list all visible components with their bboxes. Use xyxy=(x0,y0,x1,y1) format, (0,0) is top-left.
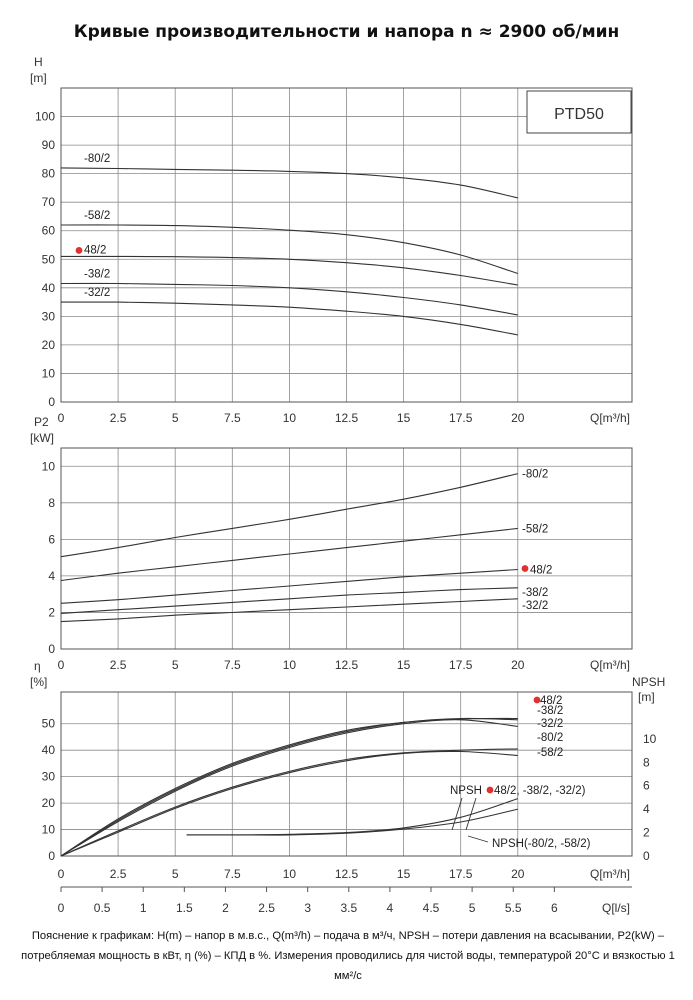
series-label: -32/2 xyxy=(84,287,111,300)
y-tick-label: 2 xyxy=(48,605,55,620)
x-tick-label: 17.5 xyxy=(449,411,473,425)
y-axis-label: η xyxy=(34,659,41,673)
x-tick-label: 7.5 xyxy=(223,658,241,672)
x2-tick-label: 1.5 xyxy=(175,901,193,915)
x-tick-label: 5 xyxy=(171,411,179,425)
x-tick-label: 12.5 xyxy=(334,411,359,425)
x2-tick-label: 1 xyxy=(139,901,147,915)
x-tick-label: 0 xyxy=(57,411,65,425)
page-title: Кривые производительности и напора n ≈ 2900 об/мин xyxy=(73,22,620,42)
y2-tick-label: 6 xyxy=(643,778,650,793)
series-label: -80/2 xyxy=(84,152,111,165)
y-tick-label: 8 xyxy=(48,495,55,510)
x-tick-label: 17.5 xyxy=(449,867,473,881)
y-tick-label: 30 xyxy=(41,769,55,784)
y2-tick-label: 2 xyxy=(643,825,650,840)
y-tick-label: 90 xyxy=(41,138,55,153)
y-tick-label: 40 xyxy=(41,280,55,295)
y-tick-label: 10 xyxy=(41,366,55,381)
x-tick-label: 2.5 xyxy=(109,867,127,881)
series-label: -80/2 xyxy=(522,468,549,481)
x-tick-label: 2.5 xyxy=(109,658,127,672)
x2-tick-label: 4.5 xyxy=(422,901,440,915)
head-chart xyxy=(30,55,632,425)
footnote: Пояснение к графикам: H(m) – напор в м.в.с., Q(m³/h) – подача в м³/ч, NPSH – потери давления на всасывании, P2(kW) – потребляемая мощность в кВт, η (%) – КПД в %. Измерения проводились для чистой воды, температурой 20°С и вязкостью 1 мм²/с xyxy=(21,930,675,982)
x-tick-label: 7.5 xyxy=(223,411,241,425)
x-tick-label: 12.5 xyxy=(334,658,359,672)
y-axis-label: P2 xyxy=(34,415,49,429)
x2-tick-label: 3 xyxy=(304,901,312,915)
npsh-upper-label: NPSH xyxy=(450,785,482,797)
x-tick-label: 17.5 xyxy=(449,658,473,672)
y-tick-label: 20 xyxy=(41,337,55,352)
series-label: 48/2 xyxy=(84,244,107,257)
x2-tick-label: 5 xyxy=(468,901,476,915)
y2-axis-label: NPSH xyxy=(632,675,666,689)
y-tick-label: 0 xyxy=(48,642,55,656)
y-tick-label: 10 xyxy=(41,459,55,474)
highlight-marker xyxy=(76,247,83,254)
x2-tick-label: 2 xyxy=(222,901,229,915)
series-label: -38/2 xyxy=(84,268,111,281)
power-chart xyxy=(30,415,632,672)
x-tick-label: 20 xyxy=(511,867,525,881)
y-tick-label: 70 xyxy=(41,195,55,210)
y-axis-unit: [kW] xyxy=(30,431,54,445)
y-tick-label: 60 xyxy=(41,223,55,238)
npsh-lower-label: NPSH(-80/2, -58/2) xyxy=(492,838,591,850)
y-tick-label: 30 xyxy=(41,309,55,324)
y-tick-label: 4 xyxy=(48,568,55,583)
x-tick-label: 0 xyxy=(57,658,65,672)
y-tick-label: 10 xyxy=(41,822,55,837)
y2-tick-label: 8 xyxy=(643,755,650,770)
x-tick-label: 0 xyxy=(57,867,65,881)
y-tick-label: 50 xyxy=(41,716,55,731)
x-tick-label: 7.5 xyxy=(223,867,241,881)
y-axis-unit: [m] xyxy=(30,71,47,85)
y-axis-unit: [%] xyxy=(30,675,48,689)
y-tick-label: 50 xyxy=(41,252,55,267)
efficiency-npsh-chart xyxy=(30,659,665,915)
y-tick-label: 40 xyxy=(41,743,55,758)
y-tick-label: 0 xyxy=(48,849,55,863)
highlight-marker xyxy=(487,787,494,794)
x-tick-label: 15 xyxy=(396,867,411,881)
x-tick-label: 15 xyxy=(396,411,411,425)
y-tick-label: 80 xyxy=(41,166,55,181)
x-axis-label: Q[m³/h] xyxy=(589,658,630,672)
y-tick-label: 6 xyxy=(48,532,55,547)
x-tick-label: 20 xyxy=(511,411,525,425)
x-axis-label: Q[m³/h] xyxy=(589,867,630,881)
x-axis-label: Q[m³/h] xyxy=(589,411,630,425)
x2-tick-label: 5.5 xyxy=(504,901,522,915)
x2-tick-label: 0 xyxy=(57,901,65,915)
series-label: -80/2 xyxy=(537,732,564,744)
x2-tick-label: 2.5 xyxy=(258,901,275,915)
series-label: -32/2 xyxy=(522,599,549,612)
x-tick-label: 5 xyxy=(171,658,179,672)
y2-tick-label: 4 xyxy=(643,802,650,817)
series-label: -58/2 xyxy=(84,210,111,223)
series-label: -32/2 xyxy=(537,718,564,730)
npsh-leader xyxy=(468,836,488,842)
y2-axis-unit: [m] xyxy=(638,690,655,704)
x-tick-label: 5 xyxy=(171,867,179,881)
x2-tick-label: 4 xyxy=(386,901,394,915)
x-tick-label: 10 xyxy=(282,867,297,881)
x-tick-label: 2.5 xyxy=(109,411,127,425)
x-tick-label: 10 xyxy=(282,411,297,425)
series-label: -58/2 xyxy=(522,523,549,536)
x2-tick-label: 6 xyxy=(551,901,558,915)
series-label: -38/2 xyxy=(522,586,549,599)
y-axis-label: H xyxy=(34,55,43,69)
y2-tick-label: 10 xyxy=(643,731,657,746)
series-label: -58/2 xyxy=(537,747,564,759)
y2-tick-label: 0 xyxy=(643,849,650,863)
x-tick-label: 20 xyxy=(511,658,525,672)
series-label: -38/2 xyxy=(537,705,564,717)
x2-tick-label: 3.5 xyxy=(340,901,358,915)
y-tick-label: 100 xyxy=(34,109,55,124)
model-label: PTD50 xyxy=(554,106,604,123)
y-tick-label: 20 xyxy=(41,796,55,811)
x-tick-label: 10 xyxy=(282,658,297,672)
x-tick-label: 15 xyxy=(396,658,411,672)
series-label: 48/2 xyxy=(540,695,563,707)
x2-axis-label: Q[l/s] xyxy=(601,901,630,915)
highlight-marker xyxy=(522,565,529,572)
y-tick-label: 0 xyxy=(48,395,55,409)
series-label: 48/2 xyxy=(530,564,553,577)
npsh-upper-models: 48/2, -38/2, -32/2) xyxy=(494,785,586,797)
x-tick-label: 12.5 xyxy=(334,867,359,881)
x2-tick-label: 0.5 xyxy=(93,901,111,915)
